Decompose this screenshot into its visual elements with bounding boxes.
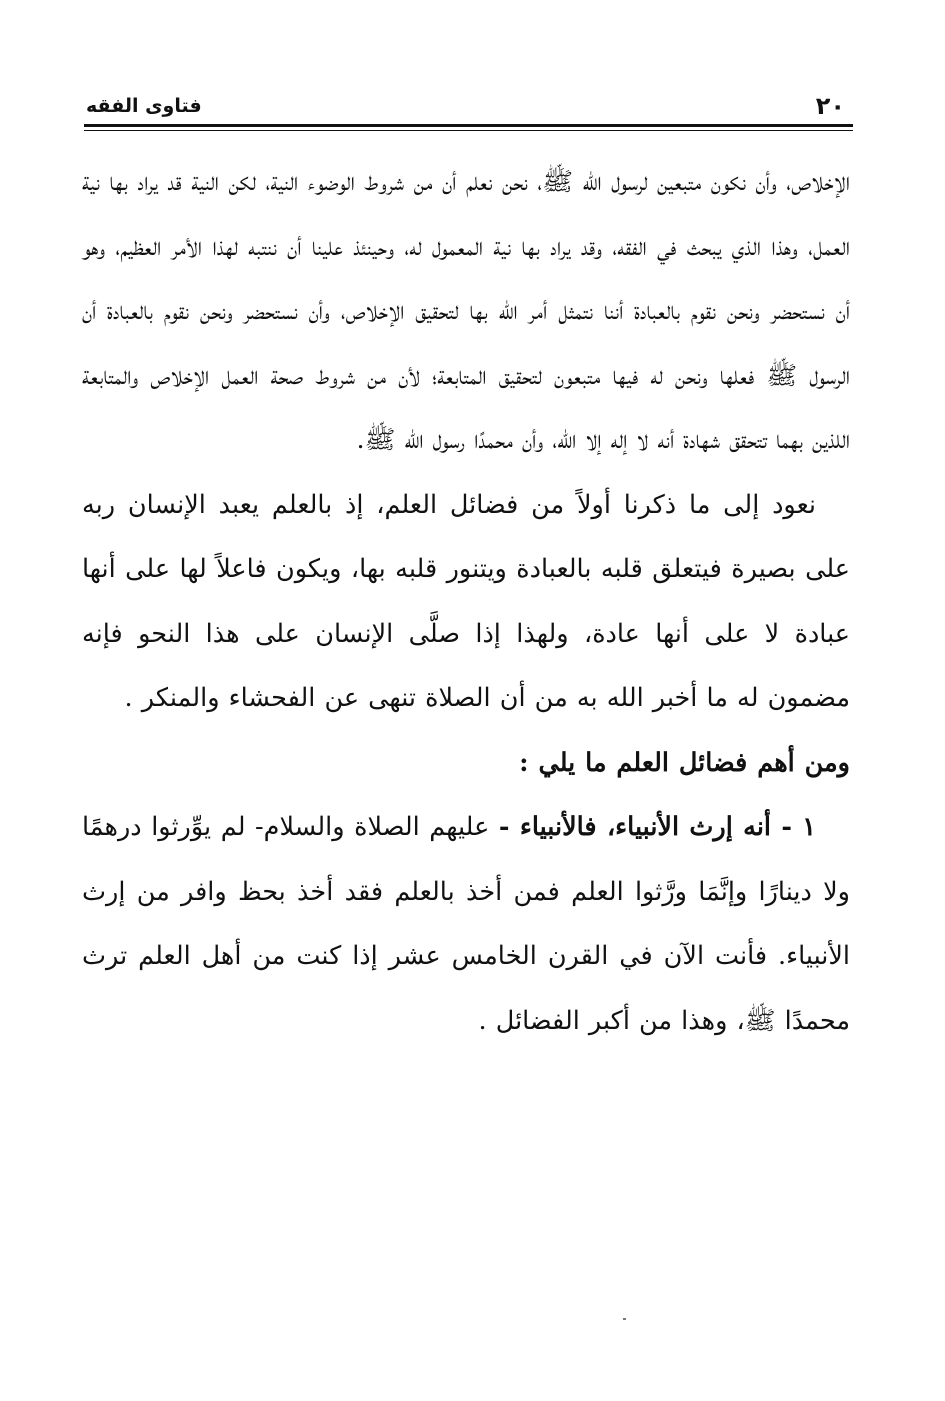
list-item-1 [82, 795, 850, 1053]
paragraph-virtues-return: نعود إلى ما ذكرنا أولاً من فضائل العلم، إذ بالعلم يعبد الإنسان ربه على بصيرة فيتعلق قلبه بالعبادة ويتنور قلبه بها، ويكون فاعلاً لها على أنها عبادة لا على أنها عادة، ولهذا إذا صلَّى الإنسان على هذا النحو فإنه مضمون له ما أخبر الله به من أن الصلاة تنهى عن الفحشاء والمنكر . [82, 489, 850, 713]
list-item-1-lead: ١ - أنه إرث الأنبياء، فالأنبياء - [498, 812, 816, 842]
scan-speck [623, 1318, 626, 1320]
list-item-1-text: عليهم الصلاة والسلام- لم يوِّرثوا درهمًا ولا دينارًا وإنَّمَا ورَّثوا العلم فمن أخذ بالعلم فقد أخذ بحظ وافر من إرث الأنبياء. فأنت الآن في القرن الخامس عشر إذا كنت من أهل العلم ترث محمدًا ﷺ، وهذا من أكبر الفضائل . [82, 812, 850, 1036]
page-body [82, 150, 850, 1053]
section-heading: ومن أهم فضائل العلم ما يلي : [519, 747, 850, 778]
page-header [84, 92, 851, 122]
page-number: ٢٠ [815, 92, 845, 120]
paragraph-continuation: الإخلاص، وأن نكون متبعين لرسول الله ﷺ، نحن نعلم أن من شروط الوضوء النية، لكن النية قد يراد بها نية العمل، وهذا الذي يبحث في الفقه، وقد يراد بها نية المعمول له، وحينئذ علينا أن ننتبه لهذا الأمر العظيم، وهو أن نستحضر ونحن نقوم بالعبادة أننا نتمثل أمر الله بها لتحقيق الإخلاص، وأن نستحضر ونحن نقوم بالعبادة أن الرسول ﷺ فعلها ونحن له فيها متبعون لتحقيق المتابعة؛ لأن من شروط صحة العمل الإخلاص والمتابعة اللذين بهما تتحقق شهادة أنه لا إله إلا الله، وأن محمدًا رسول الله ﷺ. [82, 167, 850, 455]
running-title: فتاوى الفقه [86, 95, 202, 117]
header-rule-thick [84, 124, 853, 127]
header-rule-thin [84, 130, 853, 131]
